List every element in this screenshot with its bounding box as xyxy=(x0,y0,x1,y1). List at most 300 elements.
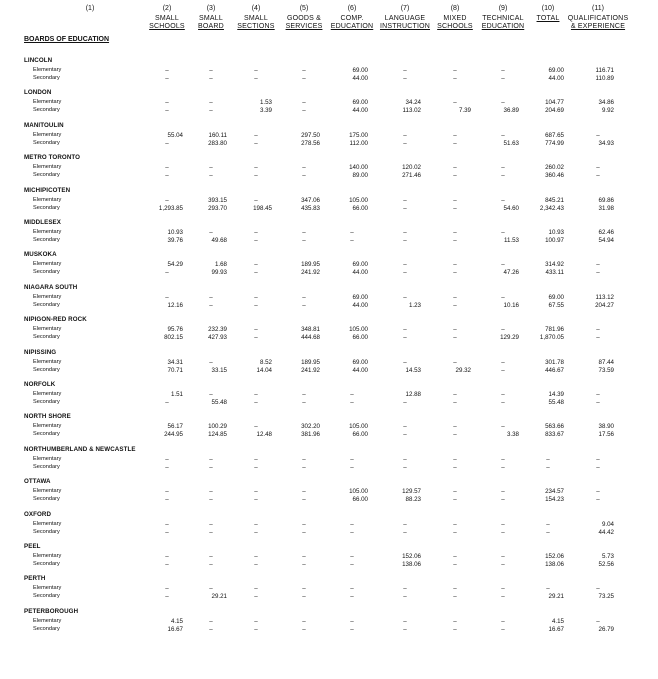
table-cell: 120.02 xyxy=(402,164,421,172)
table-cell: – xyxy=(165,293,169,301)
table-cell: – xyxy=(209,455,213,463)
table-cell: – xyxy=(350,553,354,560)
table-cell: – xyxy=(453,496,457,504)
table-cell: 774.99 xyxy=(545,139,564,147)
table-cell: 44.00 xyxy=(548,75,564,82)
table-cell: – xyxy=(350,455,354,463)
table-cell: 14.04 xyxy=(256,366,272,374)
table-cell: 36.89 xyxy=(503,107,519,115)
table-cell: – xyxy=(209,229,213,236)
table-cell: – xyxy=(350,229,354,236)
row-label: Elementary xyxy=(33,196,62,203)
table-cell: 1,870.05 xyxy=(539,334,564,342)
table-cell: 47.26 xyxy=(503,269,519,277)
table-cell: 271.46 xyxy=(402,172,421,180)
table-cell: – xyxy=(302,229,306,236)
table-cell: 563.66 xyxy=(545,423,564,431)
column-header-11-line-1: QUALIFICATIONS xyxy=(567,15,629,22)
table-cell: 56.17 xyxy=(167,423,183,431)
table-cell: – xyxy=(403,593,407,601)
table-cell: – xyxy=(403,617,407,625)
table-cell: 3.38 xyxy=(506,431,519,439)
column-header-8-line-2: SCHOOLS xyxy=(437,23,473,30)
table-cell: – xyxy=(254,237,258,244)
row-label: Secondary xyxy=(33,625,60,632)
table-cell: 52.56 xyxy=(598,561,614,568)
table-cell: – xyxy=(254,301,258,309)
table-cell: – xyxy=(403,196,407,204)
table-cell: 73.59 xyxy=(598,366,614,374)
table-cell: – xyxy=(403,528,407,536)
table-cell: – xyxy=(453,561,457,568)
table-cell: 54.94 xyxy=(598,237,614,244)
table-cell: – xyxy=(209,488,213,496)
row-label: Elementary xyxy=(33,99,62,106)
row-label: Secondary xyxy=(33,172,60,179)
column-header-9-line-1: TECHNICAL xyxy=(482,15,524,22)
table-cell: – xyxy=(209,67,213,74)
table-cell: – xyxy=(453,520,457,528)
table-cell: – xyxy=(501,488,505,496)
table-cell: – xyxy=(596,164,600,172)
table-cell: – xyxy=(403,463,407,471)
table-cell: 1.53 xyxy=(259,99,272,107)
table-cell: – xyxy=(501,67,505,74)
table-cell: – xyxy=(403,358,407,366)
table-cell: – xyxy=(254,625,258,633)
table-cell: 4.15 xyxy=(170,617,183,625)
table-cell: 69.00 xyxy=(352,99,368,107)
table-cell: – xyxy=(254,496,258,504)
table-cell: – xyxy=(302,528,306,536)
table-cell: 204.27 xyxy=(595,301,614,309)
table-cell: – xyxy=(209,75,213,82)
table-cell: 241.92 xyxy=(301,366,320,374)
table-cell: 88.23 xyxy=(405,496,421,504)
table-cell: – xyxy=(453,431,457,439)
table-cell: – xyxy=(501,585,505,593)
table-cell: 152.06 xyxy=(402,553,421,560)
board-name: NORFOLK xyxy=(24,381,56,388)
table-cell: 10.93 xyxy=(167,229,183,236)
table-cell: 69.00 xyxy=(352,67,368,74)
table-cell: – xyxy=(403,75,407,82)
table-cell: 1,293.85 xyxy=(158,204,183,212)
table-cell: – xyxy=(302,164,306,172)
table-cell: 297.50 xyxy=(301,131,320,139)
table-cell: – xyxy=(501,561,505,568)
table-cell: – xyxy=(350,391,354,398)
table-cell: – xyxy=(546,463,550,471)
table-cell: – xyxy=(209,99,213,107)
column-header-3-line-2: BOARD xyxy=(198,23,224,30)
table-cell: 44.00 xyxy=(352,107,368,115)
table-cell: – xyxy=(403,326,407,334)
table-cell: 95.76 xyxy=(167,326,183,334)
table-cell: – xyxy=(209,520,213,528)
table-cell: – xyxy=(165,67,169,74)
table-cell: 446.67 xyxy=(545,366,564,374)
table-cell: 44.00 xyxy=(352,75,368,82)
board-name: OXFORD xyxy=(24,510,52,518)
table-cell: – xyxy=(546,455,550,463)
table-cell: 9.04 xyxy=(601,520,614,528)
table-cell: 260.02 xyxy=(545,164,564,172)
table-cell: – xyxy=(254,553,258,560)
board-name: METRO TORONTO xyxy=(24,154,81,162)
table-cell: 66.00 xyxy=(352,431,368,439)
table-cell: – xyxy=(546,585,550,593)
table-cell: 55.04 xyxy=(167,131,183,139)
table-cell: – xyxy=(302,561,306,568)
table-cell: 687.65 xyxy=(545,131,564,139)
table-cell: – xyxy=(209,164,213,172)
table-cell: – xyxy=(501,528,505,536)
table-cell: 302.20 xyxy=(301,423,320,431)
table-cell: – xyxy=(165,593,169,601)
column-header-7-line-2: INSTRUCTION xyxy=(379,23,431,30)
table-cell: 105.00 xyxy=(349,326,368,334)
board-name: PERTH xyxy=(24,575,46,583)
row-label: Elementary xyxy=(33,520,62,527)
table-cell: 4.15 xyxy=(551,617,564,625)
table-cell: 12.16 xyxy=(167,301,183,309)
table-cell: – xyxy=(453,229,457,236)
table-cell: – xyxy=(596,261,600,269)
table-cell: – xyxy=(254,229,258,236)
table-cell: – xyxy=(453,326,457,334)
board-name: PEEL xyxy=(24,543,41,550)
board-name: NIPISSING xyxy=(24,348,57,356)
table-cell: 87.44 xyxy=(598,358,614,366)
table-cell: – xyxy=(254,67,258,74)
table-cell: – xyxy=(403,625,407,633)
table-cell: 802.15 xyxy=(164,334,183,342)
table-cell: – xyxy=(596,131,600,139)
table-cell: 34.24 xyxy=(405,99,421,107)
table-cell: 62.46 xyxy=(598,229,614,236)
table-cell: 9.92 xyxy=(601,107,614,115)
table-cell: – xyxy=(453,172,457,180)
table-cell: – xyxy=(596,269,600,277)
table-cell: 116.71 xyxy=(595,67,614,74)
board-name: PETERBOROUGH xyxy=(24,607,79,615)
table-cell: – xyxy=(501,455,505,463)
table-cell: – xyxy=(453,617,457,625)
table-cell: – xyxy=(501,625,505,633)
row-label: Secondary xyxy=(33,431,60,438)
table-cell: – xyxy=(165,399,169,406)
table-cell: 189.95 xyxy=(301,261,320,269)
table-cell: – xyxy=(254,488,258,496)
column-header-2-line-2: SCHOOLS xyxy=(149,23,185,30)
table-cell: 8.52 xyxy=(259,358,272,366)
table-cell: 100.97 xyxy=(545,237,564,244)
table-cell: – xyxy=(165,164,169,172)
table-cell: – xyxy=(254,326,258,334)
column-number-9: (9) xyxy=(498,5,508,12)
row-label: Secondary xyxy=(33,399,60,405)
table-cell: 113.02 xyxy=(402,107,421,115)
table-cell: 44.00 xyxy=(352,269,368,277)
table-cell: – xyxy=(501,196,505,204)
table-cell: 283.80 xyxy=(208,139,227,147)
table-cell: – xyxy=(501,261,505,269)
table-cell: 152.06 xyxy=(545,553,564,560)
table-cell: – xyxy=(403,67,407,74)
table-cell: 44.42 xyxy=(598,528,614,536)
table-cell: – xyxy=(350,561,354,568)
table-cell: 29.21 xyxy=(211,593,227,601)
table-cell: – xyxy=(165,528,169,536)
table-cell: – xyxy=(501,593,505,601)
table-cell: – xyxy=(501,131,505,139)
table-cell: 69.86 xyxy=(598,196,614,204)
table-cell: – xyxy=(254,75,258,82)
table-cell: 1.68 xyxy=(214,261,227,269)
table-cell: 124.85 xyxy=(208,431,227,439)
column-header-8-line-1: MIXED xyxy=(443,15,467,22)
table-cell: 34.86 xyxy=(598,99,614,107)
table-cell: – xyxy=(501,463,505,471)
table-cell: – xyxy=(501,75,505,82)
table-cell: – xyxy=(453,585,457,593)
table-cell: 12.88 xyxy=(405,391,421,398)
table-cell: 244.95 xyxy=(164,431,183,439)
table-cell: – xyxy=(209,293,213,301)
table-cell: – xyxy=(254,139,258,147)
table-cell: – xyxy=(453,196,457,204)
table-cell: – xyxy=(403,204,407,212)
row-label: Secondary xyxy=(33,237,60,243)
table-cell: – xyxy=(453,625,457,633)
column-header-5-line-1: GOODS & xyxy=(286,15,322,22)
table-cell: – xyxy=(501,617,505,625)
table-cell: 160.11 xyxy=(208,131,227,139)
table-cell: 16.67 xyxy=(167,625,183,633)
column-number-11: (11) xyxy=(592,5,604,12)
table-cell: – xyxy=(209,496,213,504)
table-cell: 70.71 xyxy=(167,366,183,374)
board-name: NORTH SHORE xyxy=(24,413,71,421)
table-cell: – xyxy=(403,261,407,269)
table-cell: – xyxy=(209,561,213,568)
table-cell: – xyxy=(302,391,306,398)
table-cell: 360.46 xyxy=(545,172,564,180)
table-cell: 1.23 xyxy=(408,301,421,309)
column-number-7: (7) xyxy=(400,5,410,12)
table-cell: 73.25 xyxy=(598,593,614,601)
table-cell: – xyxy=(254,196,258,204)
table-cell: – xyxy=(350,625,354,633)
table-cell: – xyxy=(501,366,505,374)
column-header-6-line-1: COMP. xyxy=(340,15,364,22)
table-cell: – xyxy=(165,561,169,568)
table-cell: 427.93 xyxy=(208,334,227,342)
table-cell: 16.67 xyxy=(548,625,564,633)
board-name: NIPIGON-RED ROCK xyxy=(24,316,87,324)
table-cell: – xyxy=(596,488,600,496)
table-cell: 278.56 xyxy=(301,139,320,147)
row-label: Secondary xyxy=(33,496,60,503)
column-number-10: (10) xyxy=(541,5,555,12)
table-cell: – xyxy=(254,164,258,172)
table-cell: – xyxy=(302,107,306,115)
table-cell: 34.93 xyxy=(598,139,614,147)
table-cell: – xyxy=(165,496,169,504)
table-cell: – xyxy=(596,585,600,593)
table-cell: 34.31 xyxy=(167,358,183,366)
column-header-4-line-2: SECTIONS xyxy=(237,23,275,30)
row-label: Secondary xyxy=(33,528,60,535)
table-cell: – xyxy=(403,269,407,277)
table-cell: 232.39 xyxy=(208,326,227,334)
table-cell: – xyxy=(403,237,407,244)
table-cell: – xyxy=(350,593,354,601)
table-cell: 104.77 xyxy=(545,99,564,107)
table-cell: – xyxy=(596,617,600,625)
table-cell: 112.00 xyxy=(349,139,368,147)
table-cell: – xyxy=(501,399,505,406)
table-cell: – xyxy=(302,463,306,471)
table-cell: – xyxy=(403,334,407,342)
row-label: Elementary xyxy=(33,455,62,462)
row-label: Secondary xyxy=(33,561,60,567)
table-cell: 69.00 xyxy=(352,293,368,301)
table-cell: 381.96 xyxy=(301,431,320,439)
table-cell: 1.51 xyxy=(170,391,183,398)
table-cell: – xyxy=(209,172,213,180)
table-cell: 66.00 xyxy=(352,204,368,212)
table-cell: – xyxy=(501,99,505,107)
table-cell: – xyxy=(453,164,457,172)
table-cell: – xyxy=(453,99,457,107)
table-cell: – xyxy=(302,399,306,406)
table-cell: 31.98 xyxy=(598,204,614,212)
table-cell: – xyxy=(165,172,169,180)
table-cell: 314.92 xyxy=(545,261,564,269)
row-label: Elementary xyxy=(33,358,62,365)
row-label: Elementary xyxy=(33,131,62,138)
column-header-11-line-2: & EXPERIENCE xyxy=(570,23,626,30)
table-cell: – xyxy=(453,75,457,82)
table-cell: – xyxy=(254,585,258,593)
table-cell: – xyxy=(501,553,505,560)
table-cell: – xyxy=(165,585,169,593)
table-cell: 66.00 xyxy=(352,334,368,342)
row-label: Secondary xyxy=(33,107,60,114)
table-cell: 100.29 xyxy=(208,423,227,431)
table-cell: – xyxy=(165,455,169,463)
table-cell: – xyxy=(302,496,306,504)
table-cell: 26.79 xyxy=(598,625,614,633)
table-cell: – xyxy=(350,463,354,471)
table-cell: – xyxy=(501,229,505,236)
table-cell: 29.32 xyxy=(455,366,471,374)
table-cell: 66.00 xyxy=(352,496,368,504)
table-cell: – xyxy=(453,334,457,342)
table-cell: – xyxy=(165,107,169,115)
table-cell: – xyxy=(501,358,505,366)
table-cell: 51.63 xyxy=(503,139,519,147)
table-cell: 393.15 xyxy=(208,196,227,204)
table-cell: – xyxy=(165,99,169,107)
table-cell: – xyxy=(254,391,258,398)
table-cell: – xyxy=(596,172,600,180)
table-cell: – xyxy=(209,528,213,536)
table-cell: 154.23 xyxy=(545,496,564,504)
table-cell: – xyxy=(350,585,354,593)
table-cell: – xyxy=(254,455,258,463)
table-cell: – xyxy=(453,293,457,301)
table-cell: 49.68 xyxy=(211,237,227,244)
row-label: Elementary xyxy=(33,261,62,268)
column-header-5-line-2: SERVICES xyxy=(285,23,323,30)
table-cell: – xyxy=(302,520,306,528)
table-cell: 99.93 xyxy=(211,269,227,277)
table-cell: – xyxy=(254,261,258,269)
board-name: MANITOULIN xyxy=(24,121,64,129)
table-cell: 54.60 xyxy=(503,204,519,212)
table-cell: 234.57 xyxy=(545,488,564,496)
table-cell: – xyxy=(501,326,505,334)
board-name: LINCOLN xyxy=(24,57,53,64)
table-cell: – xyxy=(302,75,306,82)
table-cell: – xyxy=(501,496,505,504)
table-cell: – xyxy=(596,334,600,342)
table-cell: 110.89 xyxy=(595,75,614,82)
row-label: Elementary xyxy=(33,585,62,592)
table-cell: 348.81 xyxy=(301,326,320,334)
table-cell: 54.29 xyxy=(167,261,183,269)
table-cell: 7.39 xyxy=(458,107,471,115)
table-cell: – xyxy=(254,593,258,601)
table-cell: 129.29 xyxy=(500,334,519,342)
row-label: Secondary xyxy=(33,301,60,308)
row-label: Secondary xyxy=(33,463,60,470)
table-cell: – xyxy=(596,326,600,334)
table-cell: – xyxy=(254,269,258,277)
table-cell: – xyxy=(501,520,505,528)
table-cell: – xyxy=(501,164,505,172)
table-cell: – xyxy=(403,139,407,147)
table-cell: 5.73 xyxy=(601,553,614,560)
table-cell: – xyxy=(350,617,354,625)
row-label: Secondary xyxy=(33,139,60,146)
section-title: BOARDS OF EDUCATION xyxy=(24,36,110,43)
row-label: Elementary xyxy=(33,293,62,300)
table-cell: 39.76 xyxy=(167,237,183,244)
table-cell: – xyxy=(453,463,457,471)
table-cell: – xyxy=(302,455,306,463)
table-cell: 293.70 xyxy=(208,204,227,212)
table-cell: – xyxy=(501,423,505,431)
table-cell: 11.53 xyxy=(503,237,519,244)
table-cell: – xyxy=(302,67,306,74)
board-name: OTTAWA xyxy=(24,478,51,486)
table-cell: 129.57 xyxy=(402,488,421,496)
table-cell: – xyxy=(403,229,407,236)
row-label: Elementary xyxy=(33,488,62,495)
column-number-1: (1) xyxy=(85,5,95,12)
table-cell: – xyxy=(254,617,258,625)
table-cell: – xyxy=(403,423,407,431)
table-cell: – xyxy=(302,553,306,560)
column-header-2-line-1: SMALL xyxy=(155,15,179,22)
table-cell: – xyxy=(209,553,213,560)
table-cell: – xyxy=(596,391,600,398)
table-cell: – xyxy=(501,293,505,301)
